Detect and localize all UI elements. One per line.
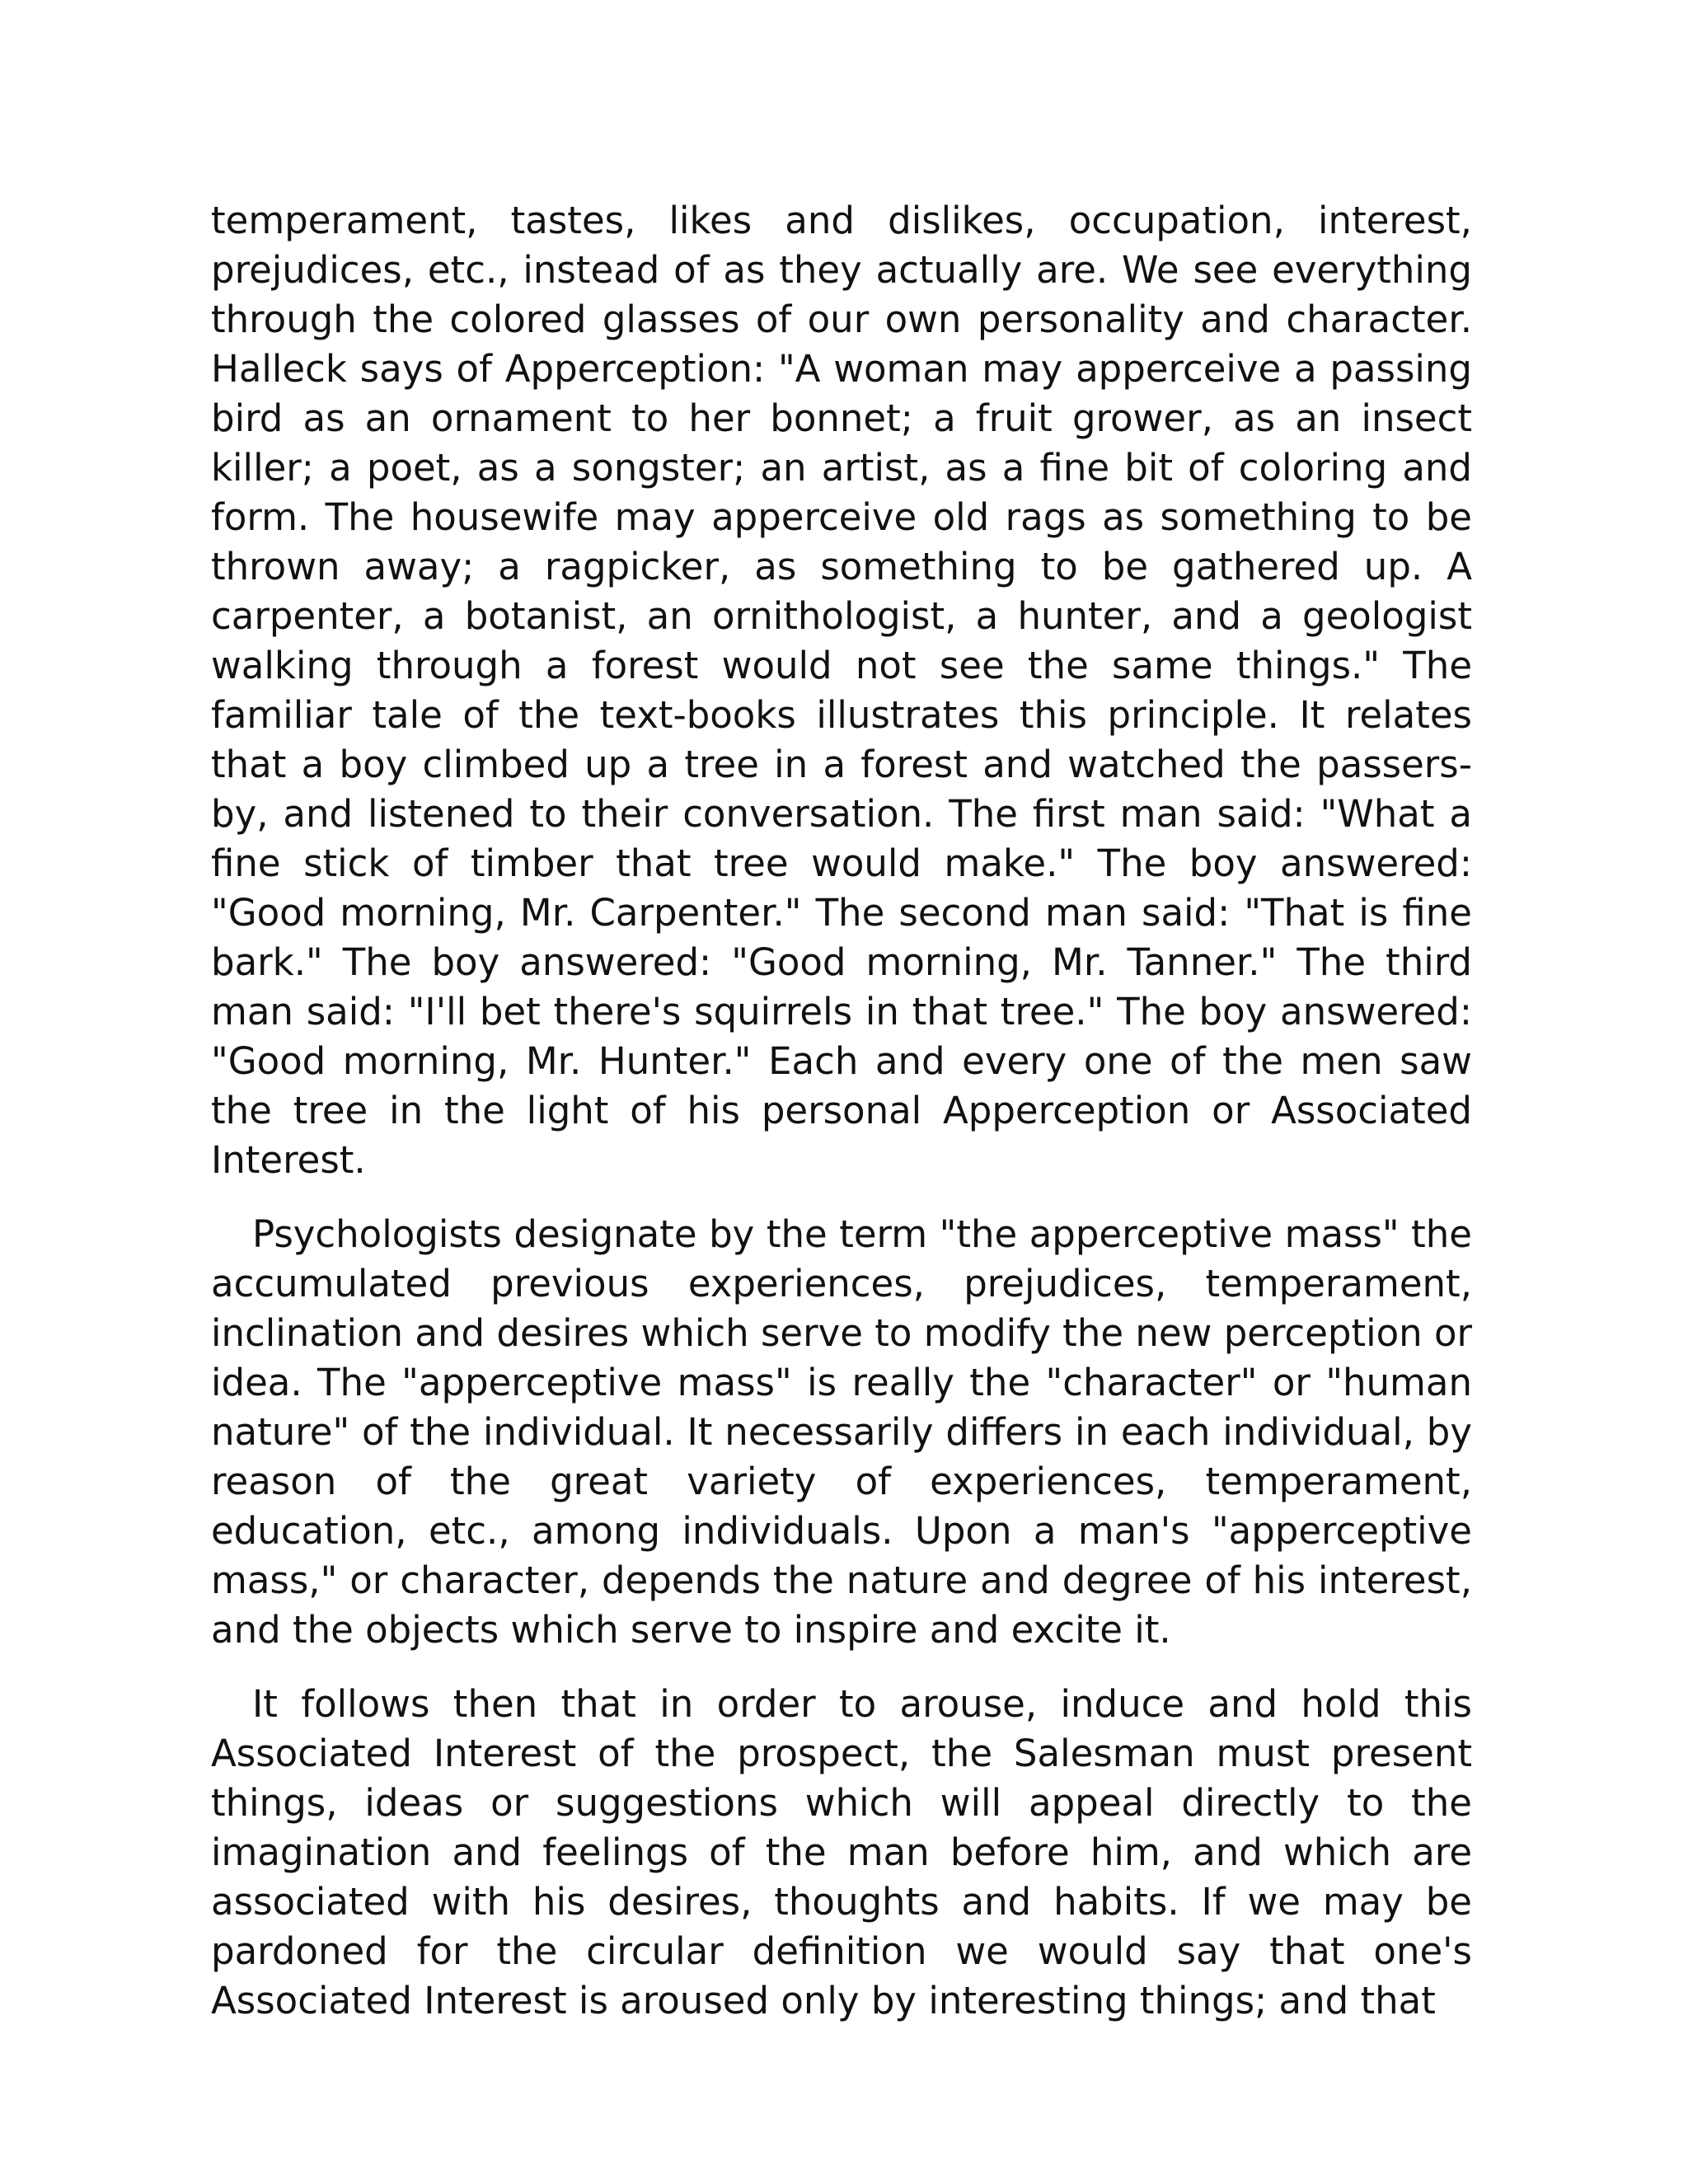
body-text (211, 196, 1472, 2050)
paragraph-2: Psychologists designate by the term "the apperceptive mass" the accumulated previous experiences, prejudices, temperament, inclination and desires which serve to modify the new perception or idea. The "apperceptive mass" is really the "character" or "human nature" of the individual. It necessarily differs in each individual, by reason of the great variety of experiences, temperament, education, etc., among individuals. Upon a man's "apperceptive mass," or character, depends the nature and degree of his interest, and the objects which serve to inspire and excite it. (211, 1212, 1472, 1652)
paragraph-3: It follows then that in order to arouse, induce and hold this Associated Interest of the prospect, the Salesman must present things, ideas or suggestions which will appeal directly to the imagination and feelings of the man before him, and which are associated with his desires, thoughts and habits. If we may be pardoned for the circular definition we would say that one's Associated Interest is aroused only by interesting things; and that (211, 1682, 1472, 2022)
paragraph-1: temperament, tastes, likes and dislikes, occupation, interest, prejudices, etc., instead of as they actually are. We see everything through the colored glasses of our own personality and character. Halleck says of Apperception: "A woman may apperceive a passing bird as an ornament to her bonnet; a fruit grower, as an insect killer; a poet, as a songster; an artist, as a fine bit of coloring and form. The housewife may apperceive old rags as something to be thrown away; a ragpicker, as something to be gathered up. A carpenter, a botanist, an ornithologist, a hunter, and a geologist walking through a forest would not see the same things." The familiar tale of the text-books illustrates this principle. It relates that a boy climbed up a tree in a forest and watched the passers-by, and listened to their conversation. The first man said: "What a fine stick of timber that tree would make." The boy answered: "Good morning, Mr. Carpenter." The second man said: "That is fine bark." The boy answered: "Good morning, Mr. Tanner." The third man said: "I'll bet there's squirrels in that tree." The boy answered: "Good morning, Mr. Hunter." Each and every one of the men saw the tree in the light of his personal Apperception or Associated Interest. (211, 199, 1472, 1182)
